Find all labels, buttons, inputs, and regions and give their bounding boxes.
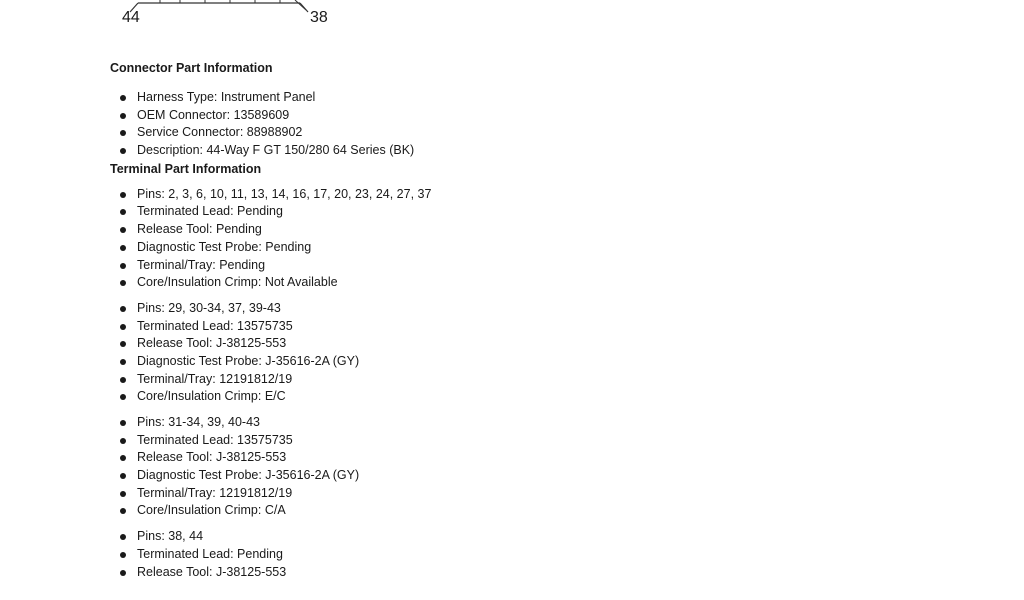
- terminal-heading: Terminal Part Information: [110, 161, 262, 176]
- list-item: Service Connector: 88988902: [110, 124, 910, 142]
- document-body: [110, 59, 910, 581]
- list-item: Release Tool: J-38125-553: [110, 335, 910, 353]
- list-item: Core/Insulation Crimp: C/A: [110, 502, 910, 520]
- list-item: Diagnostic Test Probe: J-35616-2A (GY): [110, 467, 910, 485]
- list-item: Terminated Lead: Pending: [110, 546, 910, 564]
- connector-heading: Connector Part Information: [110, 61, 273, 75]
- list-item: Pins: 2, 3, 6, 10, 11, 13, 14, 16, 17, 20, 23, 24, 27, 37: [110, 186, 910, 204]
- list-item: Terminal/Tray: 12191812/19: [110, 485, 910, 503]
- list-item: Terminated Lead: Pending: [110, 203, 910, 221]
- list-item: Pins: 29, 30-34, 37, 39-43: [110, 300, 910, 318]
- terminal-group-3: [110, 414, 910, 520]
- list-item: Release Tool: Pending: [110, 221, 910, 239]
- list-item: Terminated Lead: 13575735: [110, 432, 910, 450]
- list-item: Core/Insulation Crimp: E/C: [110, 388, 910, 406]
- list-item: Terminal/Tray: Pending: [110, 257, 910, 275]
- list-item: Core/Insulation Crimp: Not Available: [110, 274, 910, 292]
- list-item: Description: 44-Way F GT 150/280 64 Series (BK): [110, 142, 910, 160]
- connector-diagram: [110, 0, 340, 34]
- pin-label-left: 44: [122, 9, 140, 26]
- list-item: Pins: 38, 44: [110, 528, 910, 546]
- list-item: Harness Type: Instrument Panel: [110, 89, 910, 107]
- list-item: Release Tool: J-38125-553: [110, 449, 910, 467]
- list-item: Release Tool: J-38125-553: [110, 564, 910, 582]
- list-item: Terminated Lead: 13575735: [110, 318, 910, 336]
- list-item: Diagnostic Test Probe: J-35616-2A (GY): [110, 353, 910, 371]
- list-item: Terminal/Tray: 12191812/19: [110, 371, 910, 389]
- list-item: Pins: 31-34, 39, 40-43: [110, 414, 910, 432]
- terminal-group-2: [110, 300, 910, 406]
- pin-label-right: 38: [310, 9, 328, 26]
- terminal-group-4: [110, 528, 910, 581]
- list-item: OEM Connector: 13589609: [110, 107, 910, 125]
- list-item: Diagnostic Test Probe: Pending: [110, 239, 910, 257]
- connector-outline: [110, 0, 340, 14]
- terminal-group-1: [110, 186, 910, 292]
- connector-info-list: [110, 89, 910, 160]
